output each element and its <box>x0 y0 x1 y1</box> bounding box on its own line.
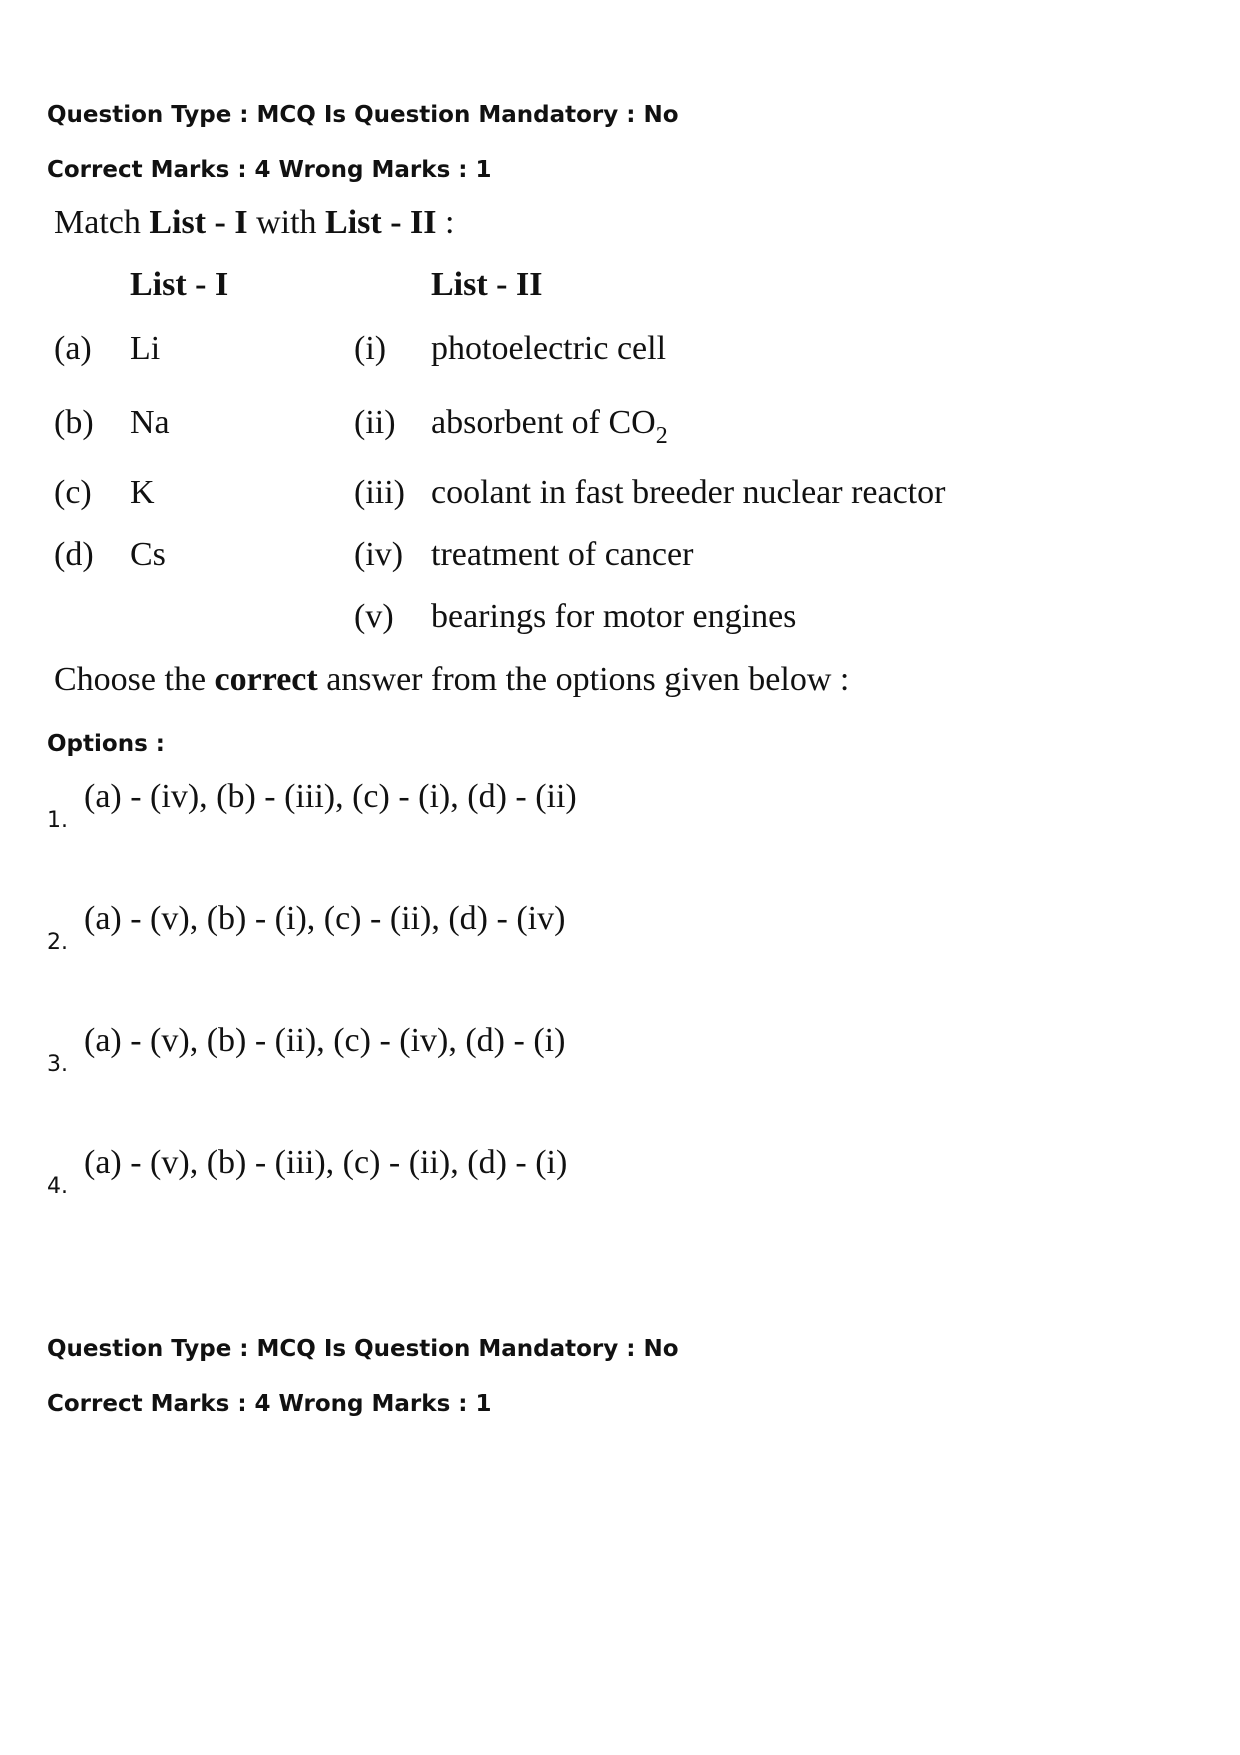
question-type-line: Question Type : MCQ Is Question Mandatory : No <box>47 102 679 128</box>
list2-item-ii-text: absorbent of CO <box>431 404 656 441</box>
list1-label-b: (b) <box>54 404 94 441</box>
options-label: Options : <box>47 731 165 757</box>
option-4-text[interactable]: (a) - (v), (b) - (iii), (c) - (ii), (d) - (i) <box>84 1144 568 1181</box>
marks-line: Correct Marks : 4 Wrong Marks : 1 <box>47 157 492 183</box>
instruction-prefix: Choose the <box>54 661 215 698</box>
list1-label-a: (a) <box>54 330 92 367</box>
option-1-text[interactable]: (a) - (iv), (b) - (iii), (c) - (i), (d) - (ii) <box>84 778 577 815</box>
list1-item-c: K <box>130 474 155 511</box>
list2-item-i: photoelectric cell <box>431 330 667 367</box>
list2-label-v: (v) <box>354 598 394 635</box>
prompt-prefix: Match <box>54 204 150 241</box>
list2-label-i: (i) <box>354 330 387 367</box>
option-4-number: 4. <box>47 1174 68 1199</box>
prompt-list2: List - II <box>325 204 437 241</box>
option-2-number: 2. <box>47 930 68 955</box>
list1-item-d: Cs <box>130 536 166 573</box>
list1-label-c: (c) <box>54 474 92 511</box>
answer-instruction <box>54 661 849 699</box>
co2-subscript: 2 <box>655 423 668 449</box>
prompt-suffix: : <box>436 204 455 241</box>
list2-item-ii <box>431 404 668 449</box>
list2-item-iii: coolant in fast breeder nuclear reactor <box>431 474 946 511</box>
list1-label-d: (d) <box>54 536 94 573</box>
instruction-bold: correct <box>214 661 318 698</box>
list1-item-a: Li <box>130 330 161 367</box>
list1-heading: List - I <box>130 266 229 303</box>
list2-label-iv: (iv) <box>354 536 404 573</box>
list2-heading: List - II <box>431 266 543 303</box>
question-2-marks-line: Correct Marks : 4 Wrong Marks : 1 <box>47 1391 492 1417</box>
instruction-suffix: answer from the options given below : <box>317 661 850 698</box>
option-2-text[interactable]: (a) - (v), (b) - (i), (c) - (ii), (d) - (iv) <box>84 900 566 937</box>
list2-item-v: bearings for motor engines <box>431 598 797 635</box>
option-3-number: 3. <box>47 1052 68 1077</box>
option-1-number: 1. <box>47 808 68 833</box>
prompt-list1: List - I <box>149 204 248 241</box>
option-3-text[interactable]: (a) - (v), (b) - (ii), (c) - (iv), (d) - (i) <box>84 1022 566 1059</box>
question-2-type-line: Question Type : MCQ Is Question Mandatory : No <box>47 1336 679 1362</box>
list1-item-b: Na <box>130 404 170 441</box>
question-prompt <box>54 204 454 242</box>
list2-item-iv: treatment of cancer <box>431 536 694 573</box>
list2-label-iii: (iii) <box>354 474 405 511</box>
prompt-mid: with <box>247 204 326 241</box>
list2-label-ii: (ii) <box>354 404 396 441</box>
